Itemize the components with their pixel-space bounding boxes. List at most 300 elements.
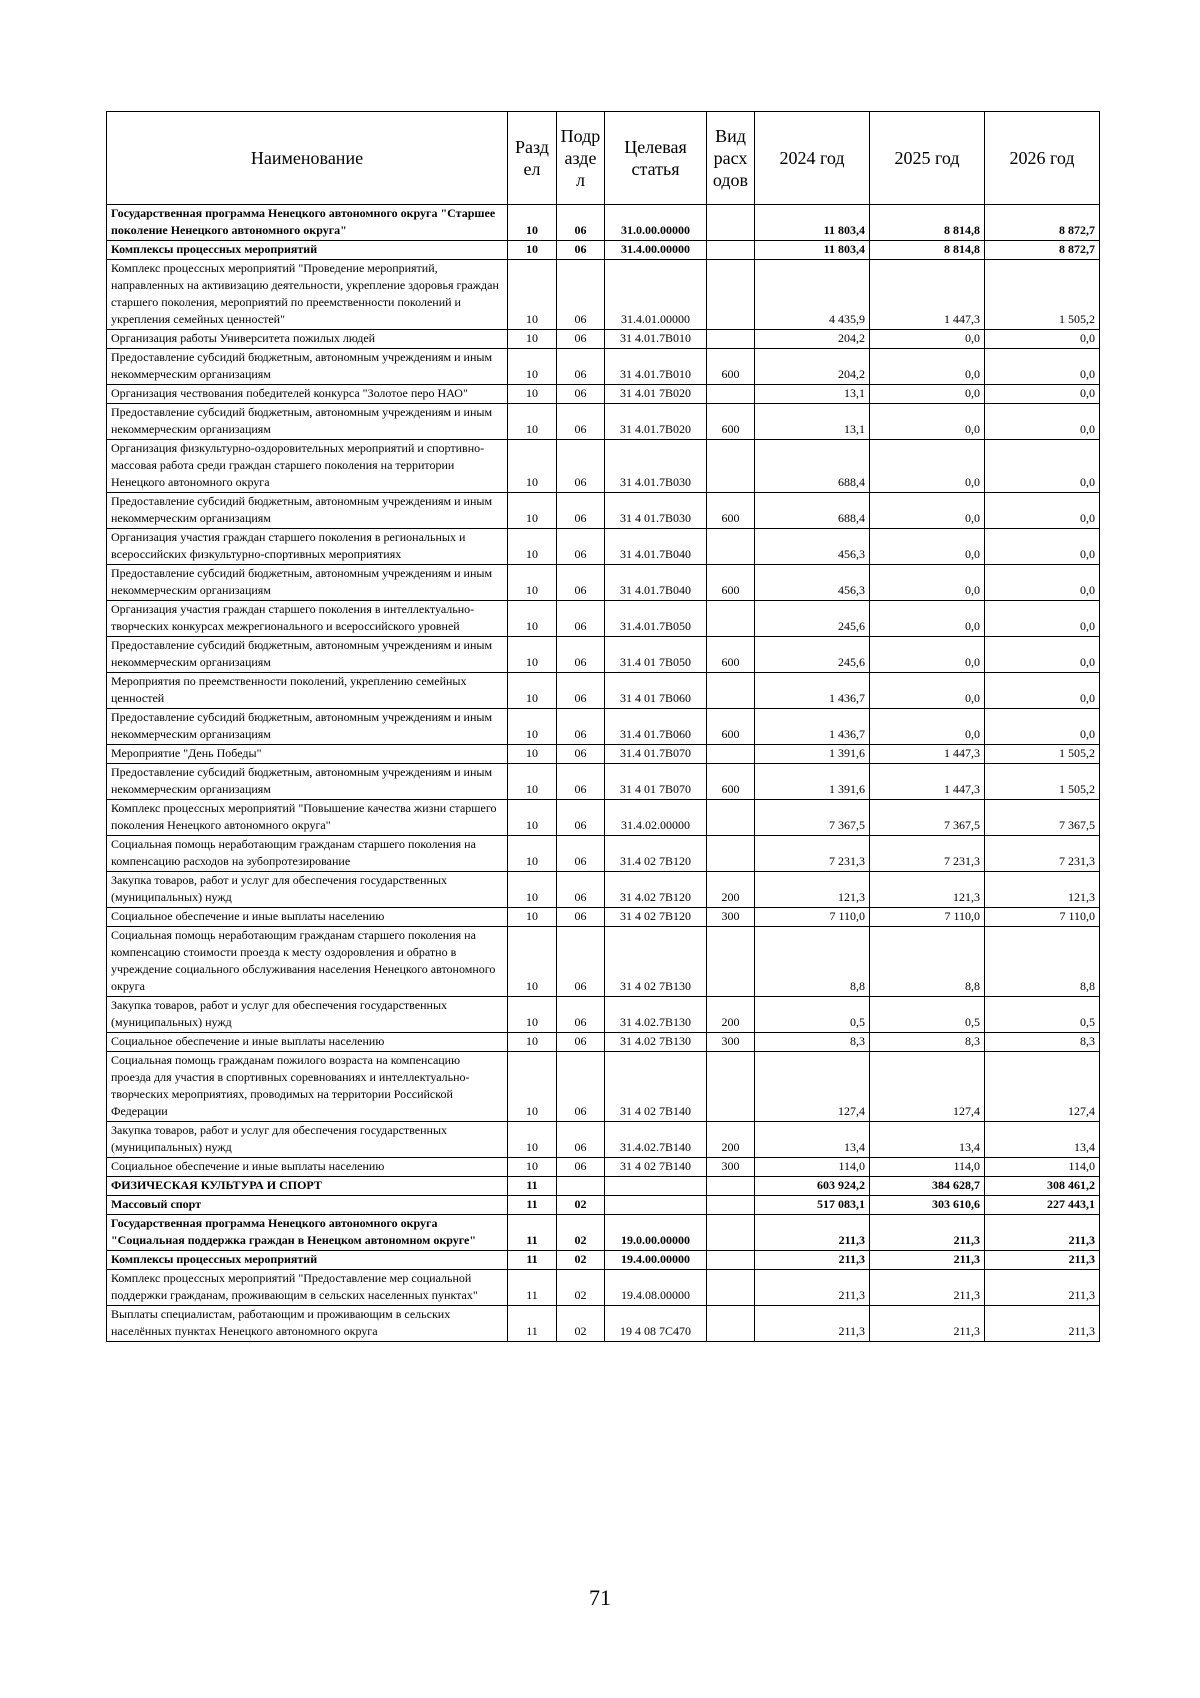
cell-podrazdel: 06 — [557, 385, 605, 404]
cell-name: Организация физкультурно-оздоровительных мероприятий и спортивно-массовая работа среди граждан старшего поколения на территории Ненецкого автономного округа — [107, 440, 508, 493]
cell-expense-type — [707, 330, 755, 349]
cell-podrazdel: 06 — [557, 836, 605, 872]
cell-razdel: 10 — [508, 997, 557, 1033]
cell-2024: 456,3 — [755, 565, 870, 601]
cell-2026: 0,0 — [985, 385, 1100, 404]
cell-name: Предоставление субсидий бюджетным, автономным учреждениям и иным некоммерческим организациям — [107, 404, 508, 440]
cell-podrazdel: 06 — [557, 908, 605, 927]
cell-2025: 1 447,3 — [870, 260, 985, 330]
cell-target-article: 31 4 02 7В120 — [605, 908, 707, 927]
cell-expense-type: 600 — [707, 709, 755, 745]
table-row — [107, 997, 1100, 1033]
cell-name: Организация работы Университета пожилых людей — [107, 330, 508, 349]
cell-2024: 11 803,4 — [755, 241, 870, 260]
cell-name: Организация участия граждан старшего поколения в интеллектуально-творческих конкурсах межрегионального и всероссийского уровней — [107, 601, 508, 637]
cell-2024: 688,4 — [755, 493, 870, 529]
table-row — [107, 1270, 1100, 1306]
cell-target-article: 31 4.02 7В130 — [605, 1033, 707, 1052]
cell-razdel: 10 — [508, 1158, 557, 1177]
cell-target-article: 31.4 01 7В050 — [605, 637, 707, 673]
header-name: Наименование — [107, 112, 508, 205]
cell-name: Закупка товаров, работ и услуг для обеспечения государственных (муниципальных) нужд — [107, 997, 508, 1033]
header-2025: 2025 год — [870, 112, 985, 205]
table-row — [107, 673, 1100, 709]
cell-name: Социальное обеспечение и иные выплаты населению — [107, 1158, 508, 1177]
cell-2024: 13,1 — [755, 404, 870, 440]
cell-razdel: 10 — [508, 800, 557, 836]
cell-2025: 8,8 — [870, 927, 985, 997]
cell-2024: 211,3 — [755, 1306, 870, 1342]
cell-name: Комплексы процессных мероприятий — [107, 1251, 508, 1270]
cell-podrazdel: 06 — [557, 241, 605, 260]
cell-target-article: 31.4 01.7В060 — [605, 709, 707, 745]
cell-podrazdel: 02 — [557, 1270, 605, 1306]
cell-2024: 211,3 — [755, 1251, 870, 1270]
cell-2024: 245,6 — [755, 637, 870, 673]
cell-name: Социальная помощь неработающим гражданам старшего поколения на компенсацию стоимости проезда к месту оздоровления и обратно в учреждение социального обслуживания населения Ненецкого автономного округа — [107, 927, 508, 997]
cell-podrazdel: 06 — [557, 601, 605, 637]
table-row — [107, 565, 1100, 601]
cell-name: Социальная помощь неработающим гражданам старшего поколения на компенсацию расходов на зубопротезирование — [107, 836, 508, 872]
cell-2024: 204,2 — [755, 349, 870, 385]
cell-expense-type: 300 — [707, 1033, 755, 1052]
cell-target-article: 31 4.01.7В040 — [605, 529, 707, 565]
cell-razdel: 10 — [508, 836, 557, 872]
cell-2025: 0,0 — [870, 637, 985, 673]
cell-expense-type: 300 — [707, 1158, 755, 1177]
cell-target-article: 19.4.08.00000 — [605, 1270, 707, 1306]
cell-razdel: 11 — [508, 1215, 557, 1251]
cell-2026: 1 505,2 — [985, 764, 1100, 800]
cell-expense-type — [707, 673, 755, 709]
cell-name: Предоставление субсидий бюджетным, автономным учреждениям и иным некоммерческим организациям — [107, 493, 508, 529]
cell-2026: 211,3 — [985, 1306, 1100, 1342]
cell-2024: 456,3 — [755, 529, 870, 565]
cell-target-article: 31 4 02 7В130 — [605, 927, 707, 997]
cell-razdel: 10 — [508, 529, 557, 565]
cell-podrazdel: 06 — [557, 1122, 605, 1158]
header-podrazdel: Подр азде л — [557, 112, 605, 205]
cell-expense-type — [707, 205, 755, 241]
cell-expense-type — [707, 260, 755, 330]
cell-2026: 0,0 — [985, 529, 1100, 565]
cell-2025: 0,0 — [870, 673, 985, 709]
cell-expense-type — [707, 1251, 755, 1270]
cell-razdel: 10 — [508, 673, 557, 709]
cell-name: Закупка товаров, работ и услуг для обеспечения государственных (муниципальных) нужд — [107, 1122, 508, 1158]
cell-2026: 0,0 — [985, 709, 1100, 745]
cell-2025: 8 814,8 — [870, 241, 985, 260]
header-2024: 2024 год — [755, 112, 870, 205]
cell-razdel: 10 — [508, 764, 557, 800]
cell-2025: 114,0 — [870, 1158, 985, 1177]
cell-razdel: 10 — [508, 927, 557, 997]
cell-expense-type — [707, 927, 755, 997]
cell-podrazdel: 02 — [557, 1306, 605, 1342]
cell-razdel: 10 — [508, 330, 557, 349]
cell-2025: 0,0 — [870, 385, 985, 404]
cell-expense-type — [707, 241, 755, 260]
cell-name: Комплекс процессных мероприятий "Повышение качества жизни старшего поколения Ненецкого автономного округа" — [107, 800, 508, 836]
cell-2024: 7 231,3 — [755, 836, 870, 872]
cell-target-article: 31 4.01.7В010 — [605, 349, 707, 385]
cell-2026: 8 872,7 — [985, 205, 1100, 241]
cell-2025: 1 447,3 — [870, 745, 985, 764]
cell-2025: 7 110,0 — [870, 908, 985, 927]
cell-2026: 0,0 — [985, 330, 1100, 349]
cell-expense-type: 300 — [707, 908, 755, 927]
cell-2024: 13,1 — [755, 385, 870, 404]
table-row — [107, 1177, 1100, 1196]
cell-target-article: 19.0.00.00000 — [605, 1215, 707, 1251]
cell-2025: 8 814,8 — [870, 205, 985, 241]
cell-2025: 7 367,5 — [870, 800, 985, 836]
budget-table — [106, 111, 1100, 1342]
cell-name: Социальное обеспечение и иные выплаты населению — [107, 1033, 508, 1052]
cell-target-article: 31.4 02 7В120 — [605, 836, 707, 872]
cell-expense-type — [707, 745, 755, 764]
cell-podrazdel: 06 — [557, 349, 605, 385]
cell-2026: 114,0 — [985, 1158, 1100, 1177]
cell-2024: 1 436,7 — [755, 709, 870, 745]
table-row — [107, 709, 1100, 745]
cell-2024: 7 367,5 — [755, 800, 870, 836]
cell-expense-type — [707, 1052, 755, 1122]
cell-2026: 0,5 — [985, 997, 1100, 1033]
cell-razdel: 10 — [508, 493, 557, 529]
cell-name: Государственная программа Ненецкого автономного округа "Старшее поколение Ненецкого автономного округа" — [107, 205, 508, 241]
table-row — [107, 1196, 1100, 1215]
cell-2024: 127,4 — [755, 1052, 870, 1122]
table-row — [107, 385, 1100, 404]
cell-podrazdel: 06 — [557, 1052, 605, 1122]
cell-2025: 7 231,3 — [870, 836, 985, 872]
cell-razdel: 10 — [508, 872, 557, 908]
cell-2026: 0,0 — [985, 404, 1100, 440]
cell-2025: 8,3 — [870, 1033, 985, 1052]
cell-2025: 1 447,3 — [870, 764, 985, 800]
cell-target-article: 19 4 08 7С470 — [605, 1306, 707, 1342]
cell-name: Социальная помощь гражданам пожилого возраста на компенсацию проезда для участия в спортивных соревнованиях и интеллектуально-творческих мероприятиях, проводимых на территории Российской Федерации — [107, 1052, 508, 1122]
cell-expense-type: 200 — [707, 997, 755, 1033]
cell-target-article — [605, 1177, 707, 1196]
cell-2025: 0,0 — [870, 440, 985, 493]
cell-2025: 303 610,6 — [870, 1196, 985, 1215]
cell-expense-type: 600 — [707, 637, 755, 673]
cell-2026: 0,0 — [985, 565, 1100, 601]
table-row — [107, 493, 1100, 529]
cell-2024: 11 803,4 — [755, 205, 870, 241]
cell-podrazdel: 06 — [557, 673, 605, 709]
table-row — [107, 440, 1100, 493]
cell-razdel: 11 — [508, 1196, 557, 1215]
cell-2025: 211,3 — [870, 1306, 985, 1342]
cell-razdel: 10 — [508, 745, 557, 764]
cell-2025: 0,0 — [870, 709, 985, 745]
cell-target-article: 19.4.00.00000 — [605, 1251, 707, 1270]
cell-2024: 603 924,2 — [755, 1177, 870, 1196]
cell-razdel: 10 — [508, 440, 557, 493]
cell-expense-type — [707, 529, 755, 565]
cell-2025: 13,4 — [870, 1122, 985, 1158]
cell-2024: 1 436,7 — [755, 673, 870, 709]
table-row — [107, 404, 1100, 440]
cell-2024: 517 083,1 — [755, 1196, 870, 1215]
cell-name: Организация участия граждан старшего поколения в региональных и всероссийских физкультурно-спортивных мероприятиях — [107, 529, 508, 565]
cell-razdel: 10 — [508, 601, 557, 637]
table-row — [107, 349, 1100, 385]
cell-expense-type — [707, 1306, 755, 1342]
table-row — [107, 260, 1100, 330]
cell-target-article: 31.4 01.7В070 — [605, 745, 707, 764]
cell-2024: 8,8 — [755, 927, 870, 997]
cell-podrazdel: 06 — [557, 927, 605, 997]
cell-podrazdel: 06 — [557, 565, 605, 601]
cell-target-article: 31 4 01 7В070 — [605, 764, 707, 800]
cell-2024: 688,4 — [755, 440, 870, 493]
cell-target-article: 31 4 02 7В140 — [605, 1158, 707, 1177]
cell-expense-type: 600 — [707, 764, 755, 800]
cell-2026: 211,3 — [985, 1251, 1100, 1270]
cell-razdel: 10 — [508, 205, 557, 241]
cell-name: Предоставление субсидий бюджетным, автономным учреждениям и иным некоммерческим организациям — [107, 709, 508, 745]
cell-expense-type: 600 — [707, 565, 755, 601]
cell-target-article: 31 4.01.7В010 — [605, 330, 707, 349]
cell-2024: 204,2 — [755, 330, 870, 349]
cell-razdel: 11 — [508, 1177, 557, 1196]
cell-target-article: 31.4.00.00000 — [605, 241, 707, 260]
cell-2026: 0,0 — [985, 349, 1100, 385]
cell-target-article: 31 4.02.7В130 — [605, 997, 707, 1033]
cell-2025: 211,3 — [870, 1215, 985, 1251]
cell-2025: 211,3 — [870, 1270, 985, 1306]
cell-2026: 13,4 — [985, 1122, 1100, 1158]
cell-2025: 0,0 — [870, 330, 985, 349]
table-row — [107, 241, 1100, 260]
table-row — [107, 529, 1100, 565]
cell-2026: 8,8 — [985, 927, 1100, 997]
cell-razdel: 10 — [508, 1033, 557, 1052]
cell-expense-type — [707, 1270, 755, 1306]
cell-2024: 121,3 — [755, 872, 870, 908]
cell-2026: 8,3 — [985, 1033, 1100, 1052]
cell-podrazdel: 02 — [557, 1215, 605, 1251]
cell-podrazdel — [557, 1177, 605, 1196]
cell-target-article: 31 4.01 7В020 — [605, 385, 707, 404]
cell-target-article: 31 4 01 7В060 — [605, 673, 707, 709]
cell-2026: 308 461,2 — [985, 1177, 1100, 1196]
cell-razdel: 10 — [508, 637, 557, 673]
cell-razdel: 10 — [508, 908, 557, 927]
cell-target-article: 31 4.01.7В020 — [605, 404, 707, 440]
table-body — [107, 205, 1100, 1342]
table-row — [107, 1158, 1100, 1177]
cell-2024: 8,3 — [755, 1033, 870, 1052]
cell-2026: 0,0 — [985, 440, 1100, 493]
cell-podrazdel: 06 — [557, 709, 605, 745]
cell-podrazdel: 06 — [557, 637, 605, 673]
table-row — [107, 205, 1100, 241]
cell-name: Предоставление субсидий бюджетным, автономным учреждениям и иным некоммерческим организациям — [107, 764, 508, 800]
cell-podrazdel: 06 — [557, 764, 605, 800]
cell-podrazdel: 06 — [557, 1033, 605, 1052]
cell-razdel: 10 — [508, 349, 557, 385]
table-row — [107, 1052, 1100, 1122]
table-row — [107, 1251, 1100, 1270]
cell-name: Предоставление субсидий бюджетным, автономным учреждениям и иным некоммерческим организациям — [107, 565, 508, 601]
header-target-article: Целевая статья — [605, 112, 707, 205]
table-row — [107, 764, 1100, 800]
cell-name: Массовый спорт — [107, 1196, 508, 1215]
cell-podrazdel: 06 — [557, 260, 605, 330]
cell-2025: 384 628,7 — [870, 1177, 985, 1196]
cell-2026: 0,0 — [985, 637, 1100, 673]
cell-name: Государственная программа Ненецкого автономного округа "Социальная поддержка граждан в Ненецком автономном округе" — [107, 1215, 508, 1251]
cell-razdel: 11 — [508, 1270, 557, 1306]
cell-target-article: 31.4.02.00000 — [605, 800, 707, 836]
cell-name: Мероприятия по преемственности поколений, укреплению семейных ценностей — [107, 673, 508, 709]
header-razdel: Разд ел — [508, 112, 557, 205]
cell-podrazdel: 06 — [557, 493, 605, 529]
cell-2026: 1 505,2 — [985, 260, 1100, 330]
cell-expense-type — [707, 601, 755, 637]
cell-2025: 0,0 — [870, 565, 985, 601]
cell-2026: 227 443,1 — [985, 1196, 1100, 1215]
cell-2026: 1 505,2 — [985, 745, 1100, 764]
cell-target-article: 31.0.00.00000 — [605, 205, 707, 241]
cell-2024: 13,4 — [755, 1122, 870, 1158]
cell-name: Комплекс процессных мероприятий "Предоставление мер социальной поддержки гражданам, проживающим в сельских населенных пунктах" — [107, 1270, 508, 1306]
cell-expense-type — [707, 1215, 755, 1251]
cell-razdel: 10 — [508, 404, 557, 440]
cell-target-article: 31 4.02 7В120 — [605, 872, 707, 908]
cell-2026: 8 872,7 — [985, 241, 1100, 260]
cell-target-article: 31.4.01.7В050 — [605, 601, 707, 637]
cell-podrazdel: 06 — [557, 330, 605, 349]
cell-razdel: 11 — [508, 1251, 557, 1270]
cell-name: Выплаты специалистам, работающим и проживающим в сельских населённых пунктах Ненецкого автономного округа — [107, 1306, 508, 1342]
cell-razdel: 10 — [508, 385, 557, 404]
cell-expense-type — [707, 1177, 755, 1196]
cell-razdel: 10 — [508, 709, 557, 745]
cell-2025: 121,3 — [870, 872, 985, 908]
table-row — [107, 1033, 1100, 1052]
cell-target-article: 31 4 01.7В030 — [605, 493, 707, 529]
table-row — [107, 800, 1100, 836]
cell-target-article — [605, 1196, 707, 1215]
cell-2024: 1 391,6 — [755, 745, 870, 764]
cell-expense-type — [707, 440, 755, 493]
cell-podrazdel: 02 — [557, 1196, 605, 1215]
cell-name: ФИЗИЧЕСКАЯ КУЛЬТУРА И СПОРТ — [107, 1177, 508, 1196]
cell-name: Предоставление субсидий бюджетным, автономным учреждениям и иным некоммерческим организациям — [107, 349, 508, 385]
cell-2025: 0,0 — [870, 529, 985, 565]
cell-2024: 4 435,9 — [755, 260, 870, 330]
table-row — [107, 927, 1100, 997]
cell-podrazdel: 06 — [557, 1158, 605, 1177]
cell-podrazdel: 06 — [557, 404, 605, 440]
cell-2024: 7 110,0 — [755, 908, 870, 927]
cell-2026: 127,4 — [985, 1052, 1100, 1122]
table-row — [107, 637, 1100, 673]
cell-razdel: 10 — [508, 1052, 557, 1122]
table-row — [107, 872, 1100, 908]
header-expense-type: Вид расх одов — [707, 112, 755, 205]
cell-2026: 121,3 — [985, 872, 1100, 908]
cell-2025: 0,0 — [870, 493, 985, 529]
cell-name: Социальное обеспечение и иные выплаты населению — [107, 908, 508, 927]
cell-2024: 1 391,6 — [755, 764, 870, 800]
cell-expense-type — [707, 385, 755, 404]
cell-expense-type: 200 — [707, 872, 755, 908]
table-row — [107, 1215, 1100, 1251]
cell-target-article: 31 4.01.7В040 — [605, 565, 707, 601]
cell-razdel: 10 — [508, 260, 557, 330]
cell-2026: 211,3 — [985, 1215, 1100, 1251]
cell-2025: 211,3 — [870, 1251, 985, 1270]
cell-2024: 245,6 — [755, 601, 870, 637]
table-row — [107, 908, 1100, 927]
cell-2026: 0,0 — [985, 673, 1100, 709]
cell-podrazdel: 06 — [557, 745, 605, 764]
cell-2024: 0,5 — [755, 997, 870, 1033]
header-2026: 2026 год — [985, 112, 1100, 205]
cell-name: Закупка товаров, работ и услуг для обеспечения государственных (муниципальных) нужд — [107, 872, 508, 908]
table-row — [107, 1122, 1100, 1158]
cell-podrazdel: 06 — [557, 872, 605, 908]
table-row — [107, 745, 1100, 764]
cell-2024: 114,0 — [755, 1158, 870, 1177]
cell-2025: 0,5 — [870, 997, 985, 1033]
page-number: 71 — [589, 1585, 611, 1610]
cell-expense-type: 200 — [707, 1122, 755, 1158]
cell-name: Предоставление субсидий бюджетным, автономным учреждениям и иным некоммерческим организациям — [107, 637, 508, 673]
cell-expense-type: 600 — [707, 493, 755, 529]
table-row — [107, 330, 1100, 349]
cell-target-article: 31 4 02 7В140 — [605, 1052, 707, 1122]
cell-2026: 7 367,5 — [985, 800, 1100, 836]
cell-podrazdel: 06 — [557, 800, 605, 836]
cell-name: Организация чествования победителей конкурса "Золотое перо НАО" — [107, 385, 508, 404]
cell-target-article: 31.4.01.00000 — [605, 260, 707, 330]
cell-podrazdel: 06 — [557, 997, 605, 1033]
cell-expense-type — [707, 836, 755, 872]
cell-target-article: 31.4.02.7В140 — [605, 1122, 707, 1158]
cell-name: Комплексы процессных мероприятий — [107, 241, 508, 260]
cell-razdel: 11 — [508, 1306, 557, 1342]
table-row — [107, 601, 1100, 637]
cell-name: Мероприятие "День Победы" — [107, 745, 508, 764]
cell-2025: 0,0 — [870, 404, 985, 440]
cell-2025: 0,0 — [870, 349, 985, 385]
cell-razdel: 10 — [508, 1122, 557, 1158]
table-row — [107, 1306, 1100, 1342]
cell-2024: 211,3 — [755, 1270, 870, 1306]
cell-2026: 211,3 — [985, 1270, 1100, 1306]
cell-razdel: 10 — [508, 241, 557, 260]
cell-podrazdel: 06 — [557, 529, 605, 565]
table-row — [107, 836, 1100, 872]
cell-2024: 211,3 — [755, 1215, 870, 1251]
cell-2025: 0,0 — [870, 601, 985, 637]
cell-2026: 0,0 — [985, 601, 1100, 637]
cell-expense-type: 600 — [707, 404, 755, 440]
cell-podrazdel: 06 — [557, 205, 605, 241]
cell-podrazdel: 06 — [557, 440, 605, 493]
cell-expense-type — [707, 1196, 755, 1215]
cell-2026: 7 110,0 — [985, 908, 1100, 927]
cell-2026: 7 231,3 — [985, 836, 1100, 872]
